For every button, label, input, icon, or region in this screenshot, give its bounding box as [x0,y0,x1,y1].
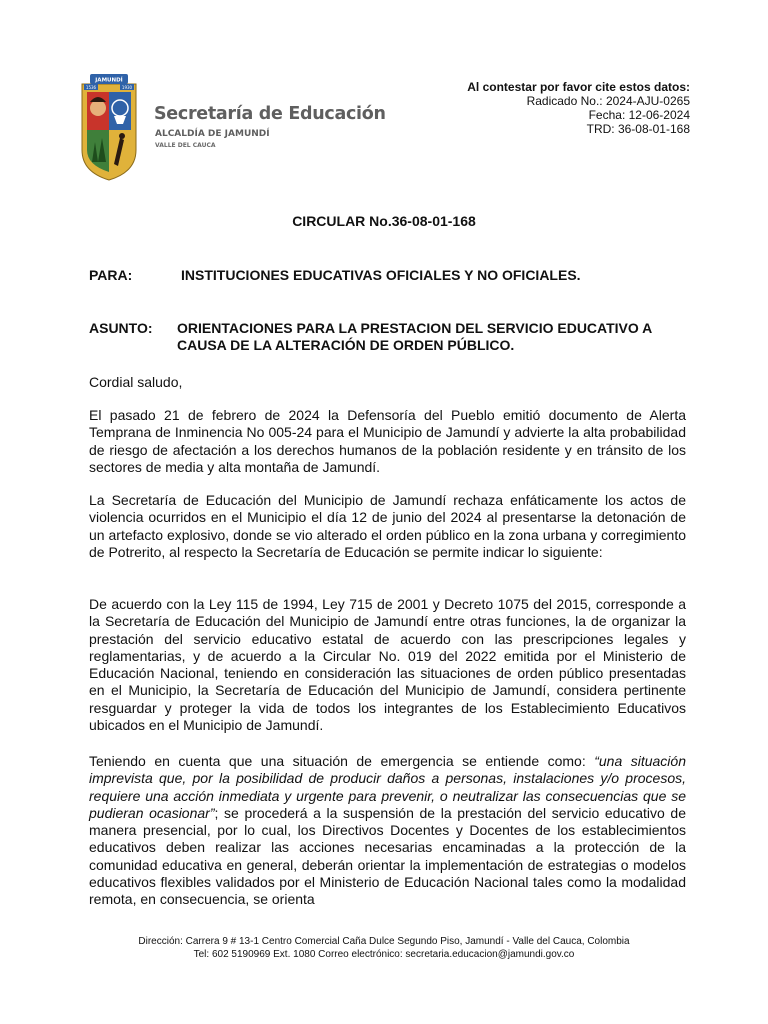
paragraph-4-intro: Teniendo en cuenta que una situación de emergencia se entiende como: [89,753,595,769]
para-label: PARA: [89,267,133,283]
institution-logo [78,72,386,182]
reference-block [467,80,690,136]
paragraph-4 [89,753,686,909]
footer-contact: Tel: 602 5190969 Ext. 1080 Correo electrónico: secretaria.educacion@jamundi.gov.co [193,949,575,960]
paragraph-4-text [89,753,686,909]
paragraph-3 [89,596,686,734]
reference-date: Fecha: 12-06-2024 [588,108,690,122]
paragraph-4-rest: ; se procederá a la suspensión de la prestación del servicio educativo de manera presencial, por lo cual, los Directivos Docentes y Docentes de los establecimientos educativos deben realizar las acciones necesarias encaminadas a la protección de la comunidad educativa en general, deberán orientar la implementación de estrategias o modelos educativos flexibles validados por el Ministerio de Educación Nacional tales como la modalidad remota, en consecuencia, se orienta [89,804,687,908]
brand-subtitle: ALCALDÍA DE JAMUNDÍ [155,129,270,139]
para-value: INSTITUCIONES EDUCATIVAS OFICIALES Y NO OFICIALES. [181,267,581,283]
coat-of-arms-icon [78,72,140,182]
svg-text:1536: 1536 [85,84,97,90]
svg-text:1930: 1930 [121,84,133,90]
reference-heading: Al contestar por favor cite estos datos: [467,80,690,94]
paragraph-3-text: De acuerdo con la Ley 115 de 1994, Ley 715 de 2001 y Decreto 1075 del 2015, corresponde a la Secretaría de Educación del Municipio de Jamundí entre otras funciones, la de organizar la prestación del servicio educativo estatal de acuerdo con las prescripciones legales y reglamentarias, y de acuerdo a la Circular No. 019 del 2022 emitida por el Ministerio de Educación Nacional, teniendo en consideración las situaciones de orden público presentadas en el Municipio, la Secretaría de Educación del Municipio de Jamundí, considera pertinente resguardar y proteger la vida de todos los integrantes de los Establecimiento Educativos ubicados en el Municipio de Jamundí. [89,596,686,734]
brand-region: VALLE DEL CAUCA [155,142,216,149]
paragraph-1 [89,407,686,476]
trd-code: TRD: 36-08-01-168 [586,122,690,136]
page-footer [0,935,768,961]
brand-title: Secretaría de Educación [154,104,386,124]
radicado-number: Radicado No.: 2024-AJU-0265 [526,94,690,108]
emergency-definition-quote: “una situación imprevista que, por la posibilidad de producir daños a personas, instalaciones y/o procesos, requiere una acción inmediata y urgente para prevenir, o neutralizar las consecuencias que se pudieran ocasionar” [89,753,686,821]
asunto-label: ASUNTO: [89,320,153,336]
paragraph-2 [89,492,686,561]
paragraph-2-text: La Secretaría de Educación del Municipio de Jamundí rechaza enfáticamente los actos de violencia ocurridos en el Municipio el día 12 de junio del 2024 al presentarse la detonación de un artefacto explosivo, donde se vio alterado el orden público en la zona urbana y corregimiento de Potrerito, al respecto la Secretaría de Educación se permite indicar lo siguiente: [89,492,686,560]
svg-text:JAMUNDÍ: JAMUNDÍ [95,77,123,84]
asunto-value: ORIENTACIONES PARA LA PRESTACION DEL SERVICIO EDUCATIVO A CAUSA DE LA ALTERACIÓN DE ORDEN PÚBLICO. [177,320,652,353]
circular-title: CIRCULAR No.36-08-01-168 [292,213,476,229]
greeting-text: Cordial saludo, [89,374,183,390]
footer-address: Dirección: Carrera 9 # 13-1 Centro Comercial Caña Dulce Segundo Piso, Jamundí - Valle del Cauca, Colombia [138,936,630,947]
paragraph-1-text: El pasado 21 de febrero de 2024 la Defensoría del Pueblo emitió documento de Alerta Temprana de Inminencia No 005-24 para el Municipio de Jamundí y advierte la alta probabilidad de riesgo de afectación a los derechos humanos de la población residente y en tránsito de los sectores de media y alta montaña de Jamundí. [89,407,686,475]
greeting [89,374,686,391]
